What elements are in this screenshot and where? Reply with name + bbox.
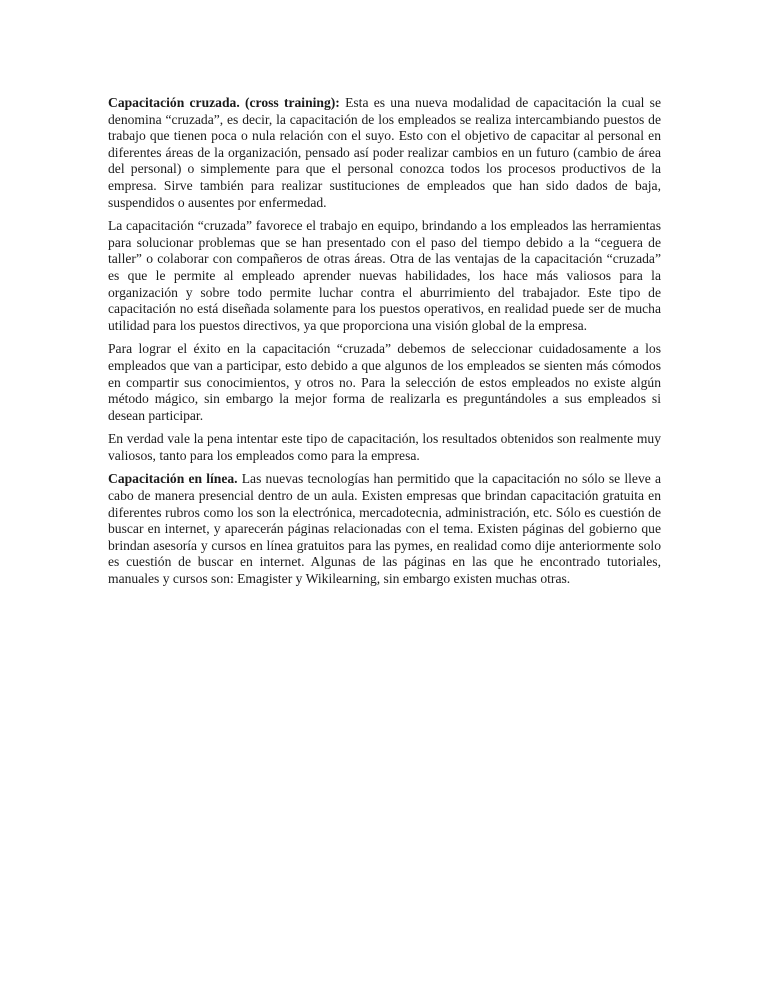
paragraph-conclusion	[108, 431, 661, 464]
paragraph-text: En verdad vale la pena intentar este tipo de capacitación, los resultados obtenidos son realmente muy valiosos, tanto para los empleados como para la empresa.	[108, 431, 661, 463]
paragraph-text: La capacitación “cruzada” favorece el trabajo en equipo, brindando a los empleados las herramientas para solucionar problemas que se han presentado con el paso del tiempo debido a la “ceguera de taller” o colaborar con compañeros de otras áreas. Otra de las ventajas de la capacitación “cruzada” es que le permite al empleado aprender nuevas habilidades, los hace más valiosos para la organización y sobre todo permite luchar contra el aburrimiento del trabajador. Este tipo de capacitación no está diseñada solamente para los puestos operativos, en realidad puede ser de mucha utilidad para los puestos directivos, ya que proporciona una visión global de la empresa.	[108, 218, 661, 333]
paragraph-online-training	[108, 471, 661, 587]
paragraph-advantages	[108, 218, 661, 334]
paragraph-heading: Capacitación en línea.	[108, 471, 238, 487]
paragraph-heading: Capacitación cruzada. (cross training):	[108, 95, 340, 110]
paragraph-text: Para lograr el éxito en la capacitación “cruzada” debemos de seleccionar cuidadosamente a los empleados que van a participar, esto debido a que algunos de los empleados se sienten más cómodos en compartir sus conocimientos, y otros no. Para la selección de estos empleados no existe algún método mágico, sin embargo la mejor forma de realizarla es preguntándoles a sus empleados si desean participar.	[108, 341, 661, 423]
paragraph-selection	[108, 341, 661, 424]
paragraph-text: Esta es una nueva modalidad de capacitación la cual se denomina “cruzada”, es decir, la capacitación de los empleados se realiza intercambiando puestos de trabajo que tienen poca o nula relación con el suyo. Esto con el objetivo de capacitar al personal en diferentes áreas de la organización, pensado así poder realizar cambios en un futuro (cambio de área del personal) o simplemente para que el personal conozca todos los procesos productivos de la empresa. Sirve también para realizar sustituciones de empleados que han sido dados de baja, suspendidos o ausentes por enfermedad.	[108, 95, 661, 210]
paragraph-cross-training	[108, 95, 661, 211]
paragraph-text: Las nuevas tecnologías han permitido que la capacitación no sólo se lleve a cabo de manera presencial dentro de un aula. Existen empresas que brindan capacitación gratuita en diferentes rubros como los son la electrónica, mercadotecnia, administración, etc. Sólo es cuestión de buscar en internet, y aparecerán páginas relacionadas con el tema. Existen páginas del gobierno que brindan asesoría y cursos en línea gratuitos para las pymes, en realidad como dije anteriormente solo es cuestión de buscar en internet. Algunas de las páginas en las que he encontrado tutoriales, manuales y cursos son: Emagister y Wikilearning, sin embargo existen muchas otras.	[108, 471, 661, 587]
document-body	[108, 95, 661, 595]
